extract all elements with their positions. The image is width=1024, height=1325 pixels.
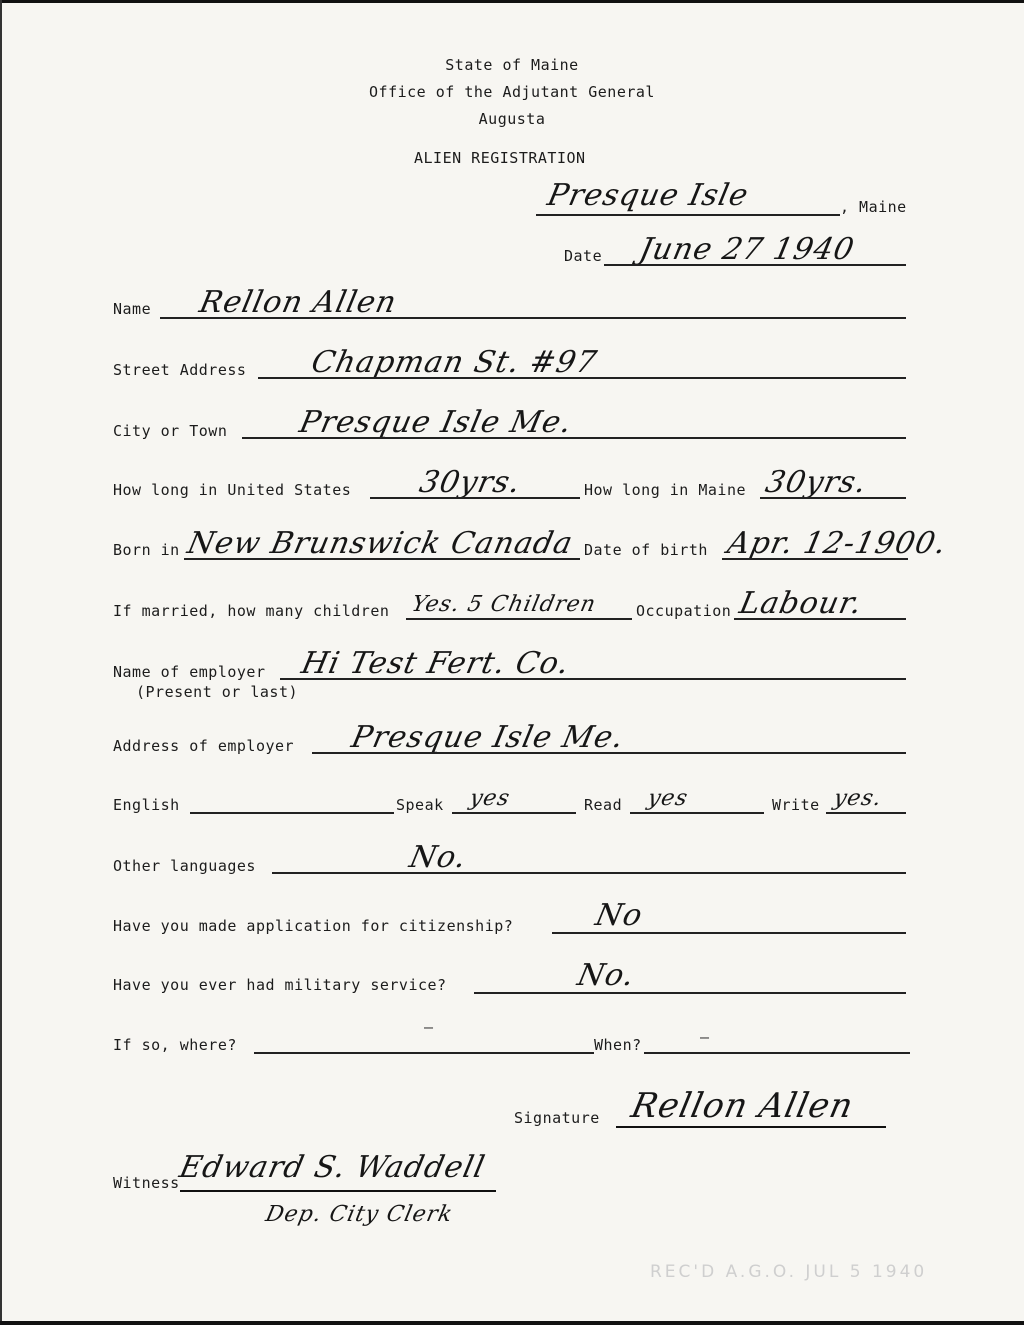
scan-border-top bbox=[0, 0, 1024, 3]
how-long-us-line bbox=[370, 497, 580, 499]
speak-label: Speak bbox=[396, 796, 444, 814]
street-line bbox=[258, 377, 906, 379]
city-value: Presque Isle Me. bbox=[296, 405, 576, 440]
street-label: Street Address bbox=[113, 361, 247, 379]
write-line bbox=[826, 812, 906, 814]
military-line bbox=[474, 992, 906, 994]
form-title: ALIEN REGISTRATION bbox=[414, 149, 586, 167]
read-line bbox=[630, 812, 764, 814]
read-value: yes bbox=[645, 786, 691, 811]
signature-line bbox=[616, 1126, 886, 1128]
married-value: Yes. 5 Children bbox=[409, 592, 599, 617]
date-value: June 27 1940 bbox=[636, 232, 858, 267]
name-value: Rellon Allen bbox=[196, 285, 401, 320]
how-long-maine-line bbox=[760, 497, 906, 499]
english-line bbox=[190, 812, 394, 814]
occupation-label: Occupation bbox=[636, 602, 732, 620]
occupation-line bbox=[734, 618, 906, 620]
english-label: English bbox=[113, 796, 180, 814]
witness-title: Dep. City Clerk bbox=[263, 1202, 456, 1227]
date-label: Date bbox=[564, 247, 603, 265]
married-line bbox=[406, 618, 632, 620]
occupation-value: Labour. bbox=[736, 586, 866, 621]
other-languages-value: No. bbox=[406, 840, 471, 875]
when-label: When? bbox=[594, 1036, 642, 1054]
witness-line bbox=[180, 1190, 496, 1192]
name-label: Name bbox=[113, 300, 152, 318]
employer-label: Name of employer bbox=[113, 663, 266, 681]
date-line bbox=[604, 264, 906, 266]
military-value: No. bbox=[574, 958, 639, 993]
dob-value: Apr. 12-1900. bbox=[724, 526, 950, 561]
dob-line bbox=[722, 558, 908, 560]
other-languages-label: Other languages bbox=[113, 857, 256, 875]
citizenship-label: Have you made application for citizenship? bbox=[113, 917, 514, 935]
header-office: Office of the Adjutant General bbox=[369, 83, 655, 101]
employer-address-value: Presque Isle Me. bbox=[348, 720, 628, 755]
other-languages-line bbox=[272, 872, 906, 874]
when-value: — bbox=[700, 1028, 710, 1046]
if-so-where-value: — bbox=[424, 1018, 434, 1036]
write-value: yes. bbox=[831, 786, 885, 811]
citizenship-line bbox=[552, 932, 906, 934]
speak-line bbox=[452, 812, 576, 814]
scan-border-bottom bbox=[0, 1321, 1024, 1325]
place-line bbox=[536, 214, 840, 216]
employer-line bbox=[280, 678, 906, 680]
how-long-us-value: 30yrs. bbox=[416, 465, 525, 500]
place-suffix: , Maine bbox=[840, 198, 907, 216]
witness-label: Witness bbox=[113, 1174, 180, 1192]
city-line bbox=[242, 437, 906, 439]
signature-value: Rellon Allen bbox=[627, 1086, 858, 1126]
signature-label: Signature bbox=[514, 1109, 600, 1127]
received-stamp: REC'D A.G.O. JUL 5 1940 bbox=[650, 1262, 928, 1282]
married-label: If married, how many children bbox=[113, 602, 390, 620]
employer-sub-label: (Present or last) bbox=[136, 683, 299, 701]
employer-value: Hi Test Fert. Co. bbox=[298, 646, 573, 681]
name-line bbox=[160, 317, 906, 319]
military-label: Have you ever had military service? bbox=[113, 976, 447, 994]
place-value: Presque Isle bbox=[544, 178, 752, 213]
header-city: Augusta bbox=[478, 110, 546, 128]
when-line bbox=[644, 1052, 910, 1054]
how-long-us-label: How long in United States bbox=[113, 481, 352, 499]
witness-value: Edward S. Waddell bbox=[176, 1150, 489, 1185]
employer-address-line bbox=[312, 752, 906, 754]
citizenship-value: No bbox=[592, 898, 647, 933]
write-label: Write bbox=[772, 796, 820, 814]
if-so-where-label: If so, where? bbox=[113, 1036, 237, 1054]
how-long-maine-label: How long in Maine bbox=[584, 481, 747, 499]
employer-address-label: Address of employer bbox=[113, 737, 295, 755]
how-long-maine-value: 30yrs. bbox=[762, 465, 871, 500]
read-label: Read bbox=[584, 796, 623, 814]
speak-value: yes bbox=[467, 786, 513, 811]
born-value: New Brunswick Canada bbox=[184, 526, 577, 561]
born-line bbox=[184, 558, 580, 560]
header-state: State of Maine bbox=[445, 56, 579, 74]
born-label: Born in bbox=[113, 541, 180, 559]
scan-border-left bbox=[0, 0, 2, 1325]
if-so-where-line bbox=[254, 1052, 594, 1054]
city-label: City or Town bbox=[113, 422, 228, 440]
dob-label: Date of birth bbox=[584, 541, 708, 559]
street-value: Chapman St. #97 bbox=[308, 345, 601, 380]
